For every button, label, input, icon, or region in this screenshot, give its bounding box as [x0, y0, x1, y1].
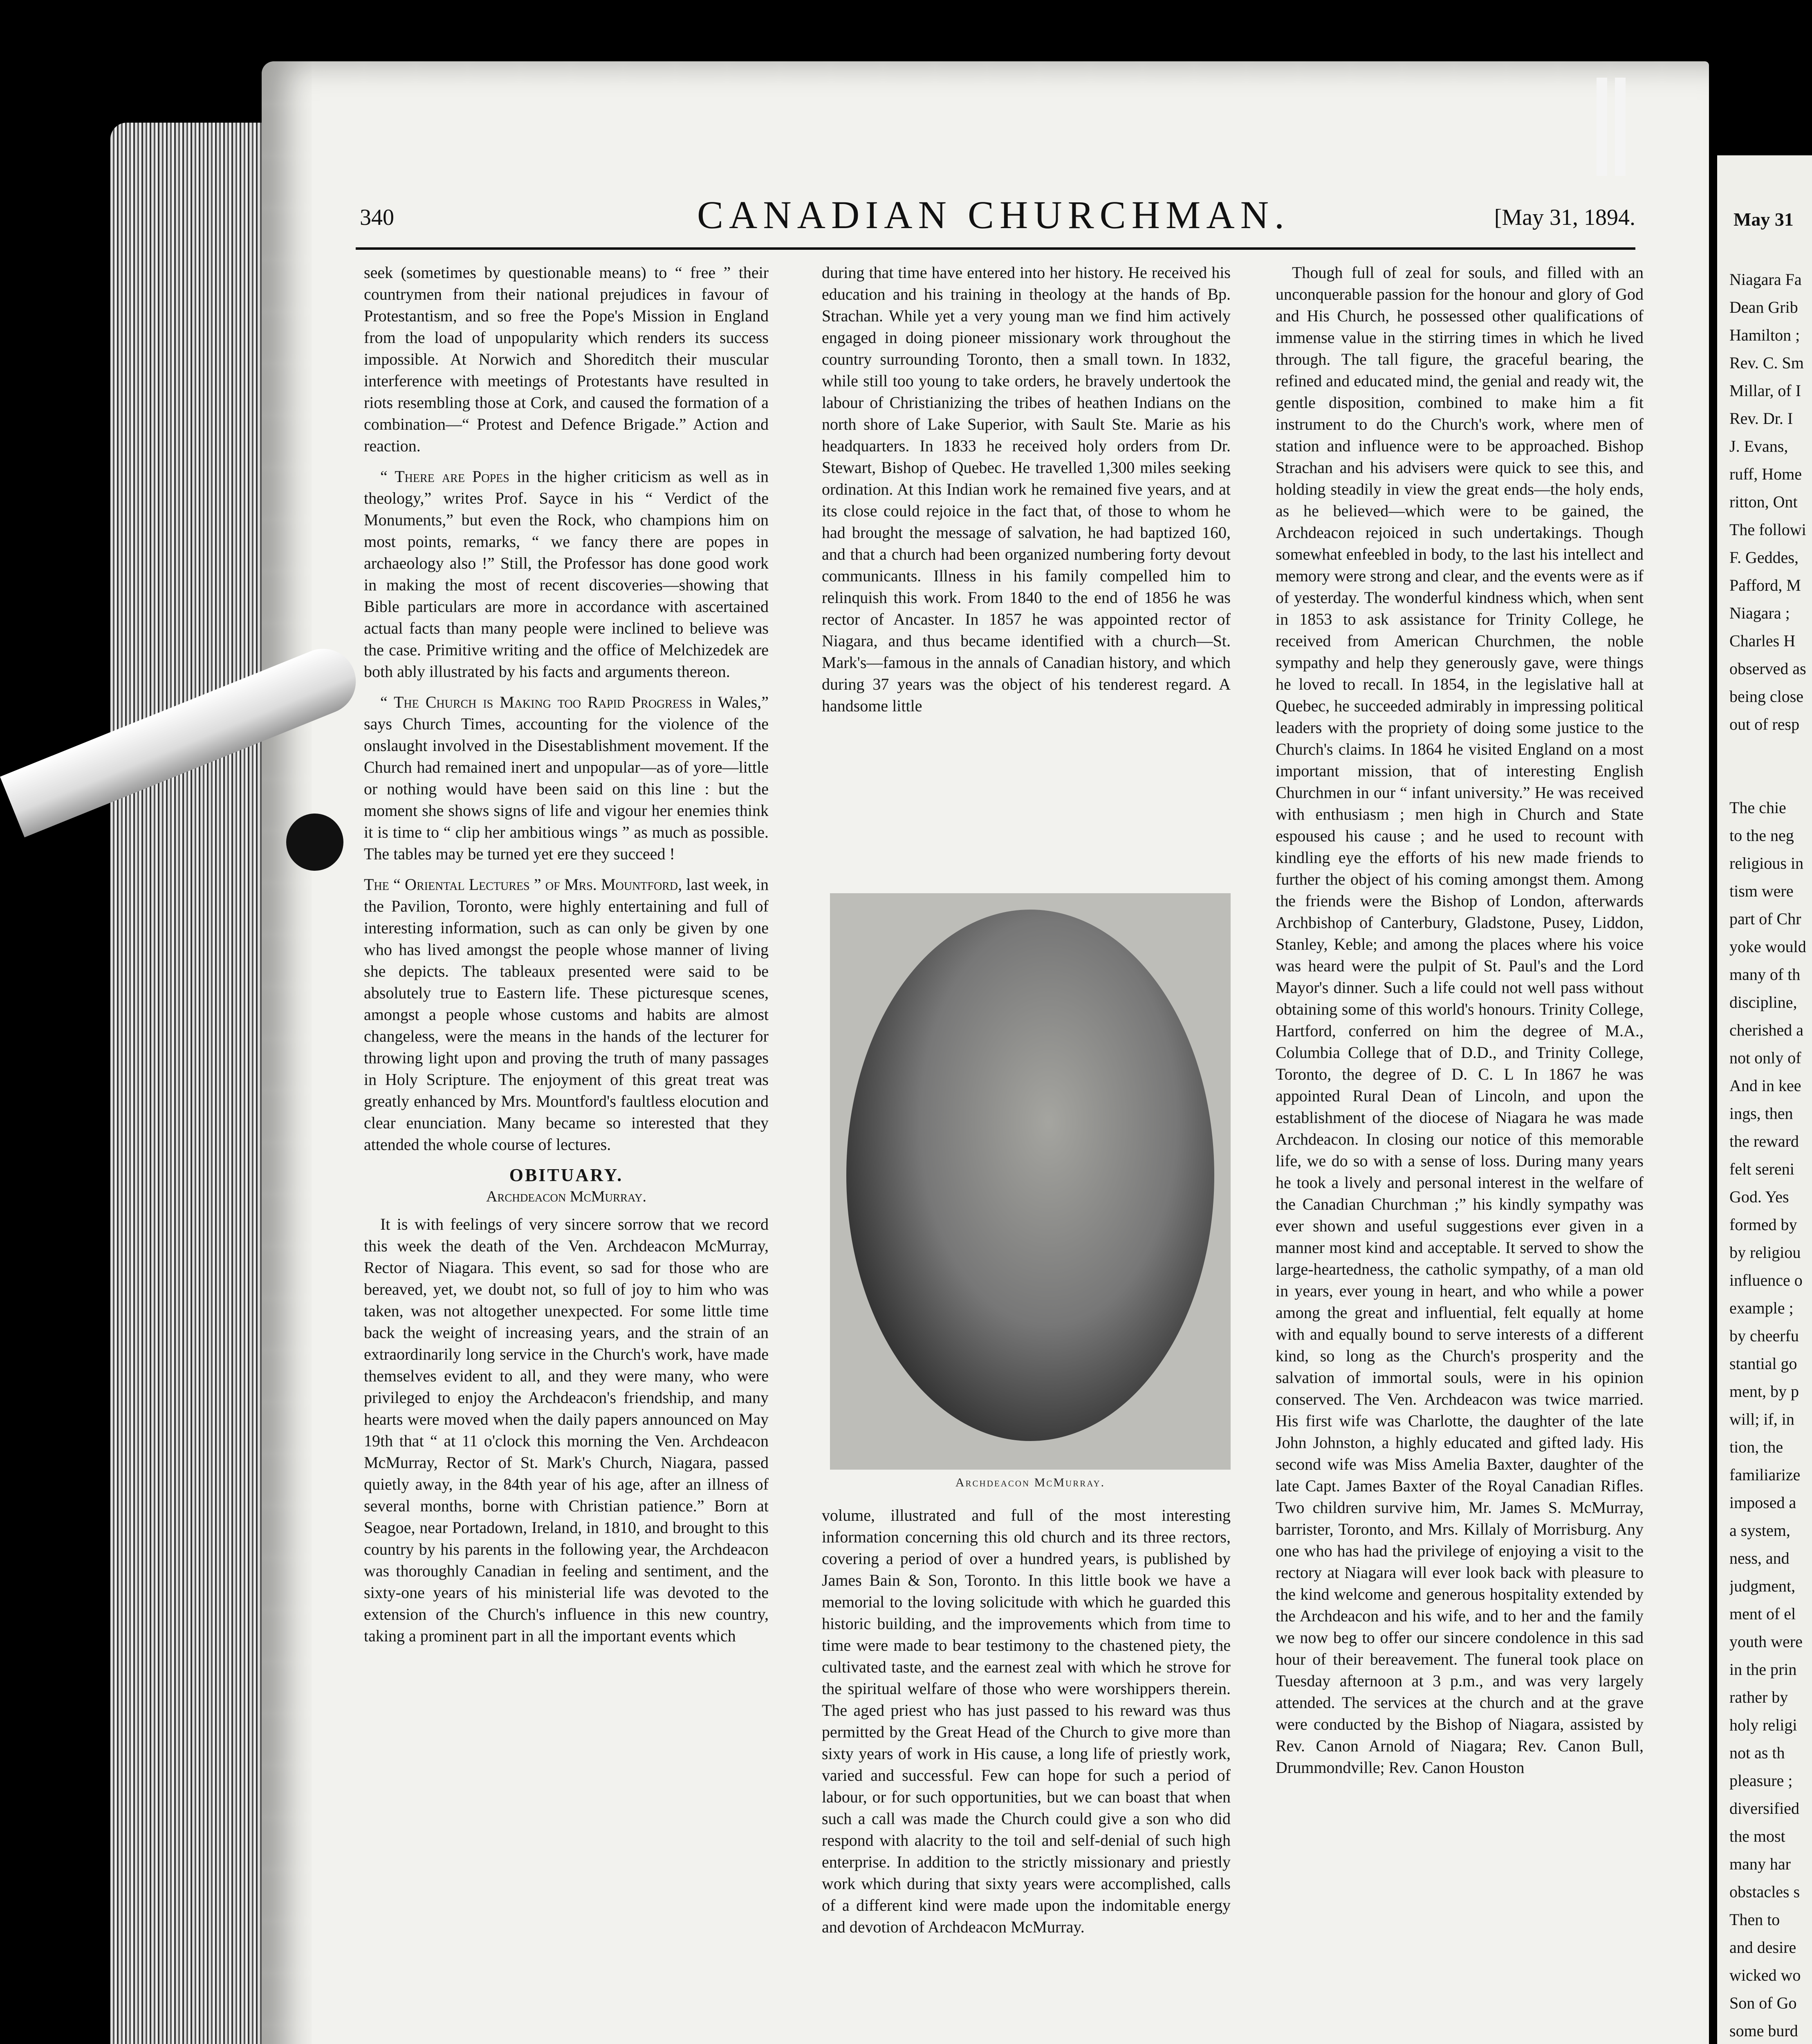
adjacent-page-line: ment of el — [1729, 1605, 1796, 1623]
column-2 — [822, 262, 1231, 726]
adjacent-page-line: ment, by p — [1729, 1382, 1799, 1401]
adjacent-page-line: Millar, of I — [1729, 381, 1801, 400]
adjacent-page-line: the most — [1729, 1827, 1785, 1845]
adjacent-page-line: will; if, in — [1729, 1410, 1794, 1428]
adjacent-page-line: Hamilton ; — [1729, 326, 1800, 344]
adjacent-page-line: stantial go — [1729, 1354, 1797, 1373]
adjacent-page-line: being close — [1729, 687, 1804, 706]
header-rule — [356, 247, 1635, 250]
adjacent-page-line: Dean Grib — [1729, 298, 1798, 316]
issue-date: [May 31, 1894. — [1494, 205, 1635, 230]
obituary-title: OBITUARY. — [509, 1165, 623, 1185]
adjacent-page-line: ritton, Ont — [1729, 493, 1798, 511]
photo-caption: Archdeacon McMurray. — [955, 1476, 1106, 1489]
adjacent-page-line: Niagara Fa — [1729, 270, 1802, 289]
adjacent-page-line: Pafford, M — [1729, 576, 1801, 594]
adjacent-page-line: And in kee — [1729, 1076, 1801, 1095]
column-3 — [1276, 262, 1644, 1787]
adjacent-page-line: tism were — [1729, 882, 1794, 900]
adjacent-page-line: felt sereni — [1729, 1160, 1794, 1178]
adjacent-page-line: part of Chr — [1729, 910, 1801, 928]
adjacent-page-line: ness, and — [1729, 1549, 1790, 1567]
adjacent-page-line: rather by — [1729, 1688, 1788, 1706]
adjacent-page-line: discipline, — [1729, 993, 1797, 1011]
adjacent-page-line: many of th — [1729, 965, 1801, 984]
obituary-subtitle: Archdeacon McMurray. — [486, 1188, 647, 1205]
portrait-oval — [846, 910, 1214, 1441]
adjacent-page-line: the reward — [1729, 1132, 1799, 1150]
adjacent-page — [1717, 155, 1812, 2044]
adjacent-page-line: religious in — [1729, 854, 1804, 872]
adjacent-page-line: holy religi — [1729, 1716, 1797, 1734]
adjacent-page-line — [1729, 766, 1811, 794]
adjacent-page-line: by cheerfu — [1729, 1327, 1799, 1345]
paragraph: “ The Church is Making too Rapid Progress in Wales,” says Church Times, accounting for the violence of the onslaught involved in the Disestablishment movement. If the Church had remained inert and unpopular—as of yore—little or nothing would have been said on this line : but the moment she shows signs of life and vigour her enemies think it is time to “ clip her ambitious wings ” as much as possible. The tables may be turned yet ere they succeed ! — [364, 693, 769, 863]
adjacent-page-line: not as th — [1729, 1744, 1785, 1762]
masthead: CANADIAN CHURCHMAN. — [697, 193, 1290, 237]
adjacent-page-line: by religiou — [1729, 1243, 1801, 1262]
adjacent-page-line: J. Evans, — [1729, 437, 1788, 455]
adjacent-page-line: influence o — [1729, 1271, 1803, 1289]
adjacent-page-line: out of resp — [1729, 715, 1800, 733]
adjacent-page-line: diversified — [1729, 1799, 1800, 1818]
adjacent-page-line: familiarize — [1729, 1466, 1801, 1484]
adjacent-page-line: God. Yes — [1729, 1188, 1789, 1206]
adjacent-page-line: F. Geddes, — [1729, 548, 1799, 567]
column-1 — [364, 262, 769, 1656]
adjacent-page-line: and desire — [1729, 1938, 1796, 1957]
paragraph: “ There are Popes in the higher criticism as well as in theology,” writes Prof. Sayce in his “ Verdict of the Monuments,” but even the Rock, who champions him on most points, remarks, “ we fancy there are popes in archaeology also !” Still, the Professor has done good work in making the most of recent discoveries—showing that Bible particulars are more in accordance with ascertained actual facts than many people were inclined to believe was the case. Primitive writing and the office of Melchizedek are both ably illustrated by his facts and arguments thereon. — [364, 467, 769, 681]
adjacent-page-line: not only of — [1729, 1049, 1801, 1067]
adjacent-page-line: pleasure ; — [1729, 1771, 1793, 1790]
adjacent-page-line — [1729, 738, 1811, 766]
adjacent-page-header: May 31 — [1734, 209, 1794, 230]
paragraph: The “ Oriental Lectures ” of Mrs. Mountford, last week, in the Pavilion, Toronto, were highly entertaining and full of interesting information, such as can only be given by one who has lived amongst the people whose manner of living she depicts. The tableaux presented were said to be absolutely true to Eastern life. These picturesque scenes, amongst a people whose customs and habits are almost changeless, were the means in the hands of the lecturer for throwing light upon and proving the truth of many passages in Holy Scripture. The enjoyment of this great treat was greatly enhanced by Mrs. Mountford's faultless elocution and clear enunciation. Many became so interested that they attended the whole course of lectures. — [364, 875, 769, 1154]
paragraph: seek (sometimes by questionable means) to “ free ” their countrymen from their national prejudices in favour of Protestantism, and so free the Pope's Mission in England from the load of unpopularity which renders its success impossible. At Norwich and Shoreditch their muscular interference with meetings of Protestants have resulted in riots resembling those at Cork, and caused the formation of a combination—“ Protest and Defence Brigade.” Action and reaction. — [364, 263, 769, 455]
adjacent-page-text — [1729, 266, 1811, 2044]
adjacent-page-line: judgment, — [1729, 1577, 1796, 1595]
adjacent-page-line: many har — [1729, 1855, 1791, 1873]
adjacent-page-line: some burd — [1729, 2022, 1798, 2040]
adjacent-page-line: ings, then — [1729, 1104, 1793, 1123]
column-2-continued — [822, 1504, 1231, 1938]
adjacent-page-line: Son of Go — [1729, 1994, 1797, 2012]
adjacent-page-line: in the prin — [1729, 1660, 1797, 1679]
adjacent-page-line: tion, the — [1729, 1438, 1783, 1456]
edge-bar — [1615, 78, 1626, 176]
portrait-photo — [830, 893, 1231, 1470]
paragraph: volume, illustrated and full of the most interesting information concerning this old church and its three rectors, covering a period of over a hundred years, is published by James Bain & Son, Toronto. In this little book we have a memorial to the loving solicitude with which he guarded this historic building, and the improvements which from time to time were made to bear testimony to the chastened piety, the cultivated taste, and the earnest zeal with which he strove for the spiritual welfare of those who were worshippers therein. The aged priest who has just passed to his reward was thus permitted by the Great Head of the Church to give more than sixty years of work in His cause, a long life of priestly work, varied and successful. Few can hope for such a period of labour, or for such opportunities, but we can boast that when such a call was made the Church could give a son who did respond with alacrity to the toil and self-denial of such high enterprise. In addition to the strictly missionary and priestly work which during that sixty years were accomplished, calls of a different kind were made upon the indomitable energy and devotion of Archdeacon McMurray. — [822, 1506, 1231, 1936]
adjacent-page-line: obstacles s — [1729, 1883, 1800, 1901]
adjacent-page-line: wicked wo — [1729, 1966, 1801, 1984]
adjacent-page-line: The followi — [1729, 520, 1806, 539]
adjacent-page-line: observed as — [1729, 659, 1806, 678]
paragraph: during that time have entered into her history. He received his education and his training in theology at the hands of Bp. Strachan. While yet a very young man we find him actively engaged in doing pioneer missionary work throughout the country surrounding Toronto, then a small town. In 1832, while still too young to take orders, he bravely undertook the labour of Christianizing the tribes of heathen Indians on the north shore of Lake Superior, with Sault Ste. Marie as his headquarters. In 1833 he received holy orders from Dr. Stewart, Bishop of Quebec. He travelled 1,300 miles seeking ordination. At this Indian work he remained five years, and at its close could rejoice in the fact that, of those to whom he had brought the message of salvation, he had baptized 160, and that a church had been organized numbering forty devout communicants. Illness in his family compelled him to relinquish this work. From 1840 to the end of 1856 he was rector of Ancaster. In 1857 he was appointed rector of Niagara, and thus became identified with a church—St. Mark's—famous in the annals of Canadian history, and which during 37 years was the object of his tenderest regard. A handsome little — [822, 263, 1231, 715]
adjacent-page-line: youth were — [1729, 1632, 1803, 1651]
knife-tip — [286, 814, 343, 871]
adjacent-page-line: Niagara ; — [1729, 604, 1790, 622]
adjacent-page-line: ruff, Home — [1729, 465, 1802, 483]
adjacent-page-line: cherished a — [1729, 1021, 1804, 1039]
adjacent-page-line: imposed a — [1729, 1493, 1796, 1512]
adjacent-page-line: a system, — [1729, 1521, 1790, 1540]
page-header — [360, 192, 1635, 241]
adjacent-page-line: to the neg — [1729, 826, 1794, 845]
adjacent-page-line: Rev. Dr. I — [1729, 409, 1793, 428]
adjacent-page-line: Then to — [1729, 1910, 1780, 1929]
paragraph: It is with feelings of very sincere sorrow that we record this week the death of the Ven. Archdeacon McMurray, Rector of Niagara. This event, so sad for those who are bereaved, yet, we doubt not, so full of joy to him who was taken, was not altogether unexpected. For some little time back the weight of increasing years, and the strain of an extraordinarily long service in the Church's work, have made themselves evident to all, and they were many, who were privileged to enjoy the Archdeacon's friendship, and many hearts were moved when the daily papers announced on May 19th that “ at 11 o'clock this morning the Ven. Archdeacon McMurray, Rector of St. Mark's Church, Niagara, passed quietly away, in the 84th year of his age, after an illness of several months, borne with Christian patience.” Born at Seagoe, near Portadown, Ireland, in 1810, and brought to this country by his parents in the following year, the Archdeacon was thoroughly Canadian in feeling and sentiment, and the sixty-one years of his ministerial life was devoted to the extension of the Church's influence in this new country, taking a prominent part in all the important events which — [364, 1215, 769, 1645]
page-number: 340 — [360, 205, 394, 230]
paragraph: Though full of zeal for souls, and filled with an unconquerable passion for the honour and glory of God and His Church, he possessed other qualifications of immense value in the stirring times in which he lived through. The tall figure, the graceful bearing, the refined and educated mind, the genial and ready wit, the gentle disposition, combined to make him a fit instrument to do the Church's work, where men of station and influence were to be approached. Bishop Strachan and his advisers were quick to see this, and holding steadily in view the great ends—the holy ends, as he believed—which were to be gained, the Archdeacon rejoiced in such undertakings. Though somewhat enfeebled in body, to the last his intellect and memory were strong and clear, and the events were as if of yesterday. The wonderful kindness which, when sent in 1853 to ask assistance for Trinity College, he received from American Churchmen, the noble sympathy and help they generously gave, were things he loved to recall. In 1854, in the legislative hall at Quebec, he succeeded admirably in impressing political leaders with the propriety of doing some justice to the Church's claims. In 1864 he visited England on a most important mission, that of interesting English Churchmen in our “ infant university.” He was received with enthusiasm ; men high in Church and State espoused his cause ; and he used to recount with kindling eye the efforts of his new made friends to further the object of his coming amongst them. Among the friends were the Bishop of London, afterwards Archbishop of Canterbury, Gladstone, Pusey, Liddon, Stanley, Keble; and among the places where his voice was heard were the pulpit of St. Paul's and the Lord Mayor's dinner. Such a life could not well pass without obtaining some of this world's honours. Trinity College, Hartford, conferred on him the degree of M.A., Columbia College that of D.D., and Trinity College, Toronto, the degree of D. C. L In 1867 he was appointed Rural Dean of Lincoln, and upon the establishment of the diocese of Niagara he was made Archdeacon. In closing our notice of this memorable life, we do so with a sense of loss. During many years he took a lively and personal interest in the welfare of the Canadian Churchman ;” his kindly sympathy was ever shown and useful suggestions ever given in a manner most kind and acceptable. It served to show the large-heartedness, the catholic sympathy, of a man old in years, ever young in heart, and who while a power among the great and influential, felt equally at home with and equally bound to serve interests of a different kind, so long as the Church's prosperity and the salvation of immortal souls, were in his opinion conserved. The Ven. Archdeacon was twice married. His first wife was Charlotte, the daughter of the late John Johnston, a highly educated and gifted lady. His second wife was Miss Amelia Baxter, daughter of the late Capt. James Baxter of the Royal Canadian Rifles. Two children survive him, Mr. James S. McMurray, barrister, Toronto, and Mrs. Killaly of Morrisburg. Any one who has had the privilege of enjoying a visit to the rectory at Niagara will ever look back with pleasure to the kind welcome and generous hospitality extended by the Archdeacon and his wife, and to her and the family we now beg to offer our sincere condolence in this sad hour of their bereavement. The funeral took place on Tuesday afternoon at 3 p.m., and was very largely attended. The services at the church and at the grave were conducted by the Bishop of Niagara, assisted by Rev. Canon Arnold of Niagara; Rev. Canon Bull, Drummondville; Rev. Canon Houston — [1276, 263, 1644, 1777]
adjacent-page-line: formed by — [1729, 1215, 1797, 1234]
adjacent-page-line: The chie — [1729, 798, 1786, 817]
adjacent-page-line: Rev. C. Sm — [1729, 354, 1804, 372]
book-page-edges — [110, 123, 266, 2044]
adjacent-page-line: Charles H — [1729, 632, 1796, 650]
adjacent-page-line: example ; — [1729, 1299, 1794, 1317]
adjacent-page-line: yoke would — [1729, 937, 1806, 956]
edge-bar — [1597, 78, 1607, 176]
